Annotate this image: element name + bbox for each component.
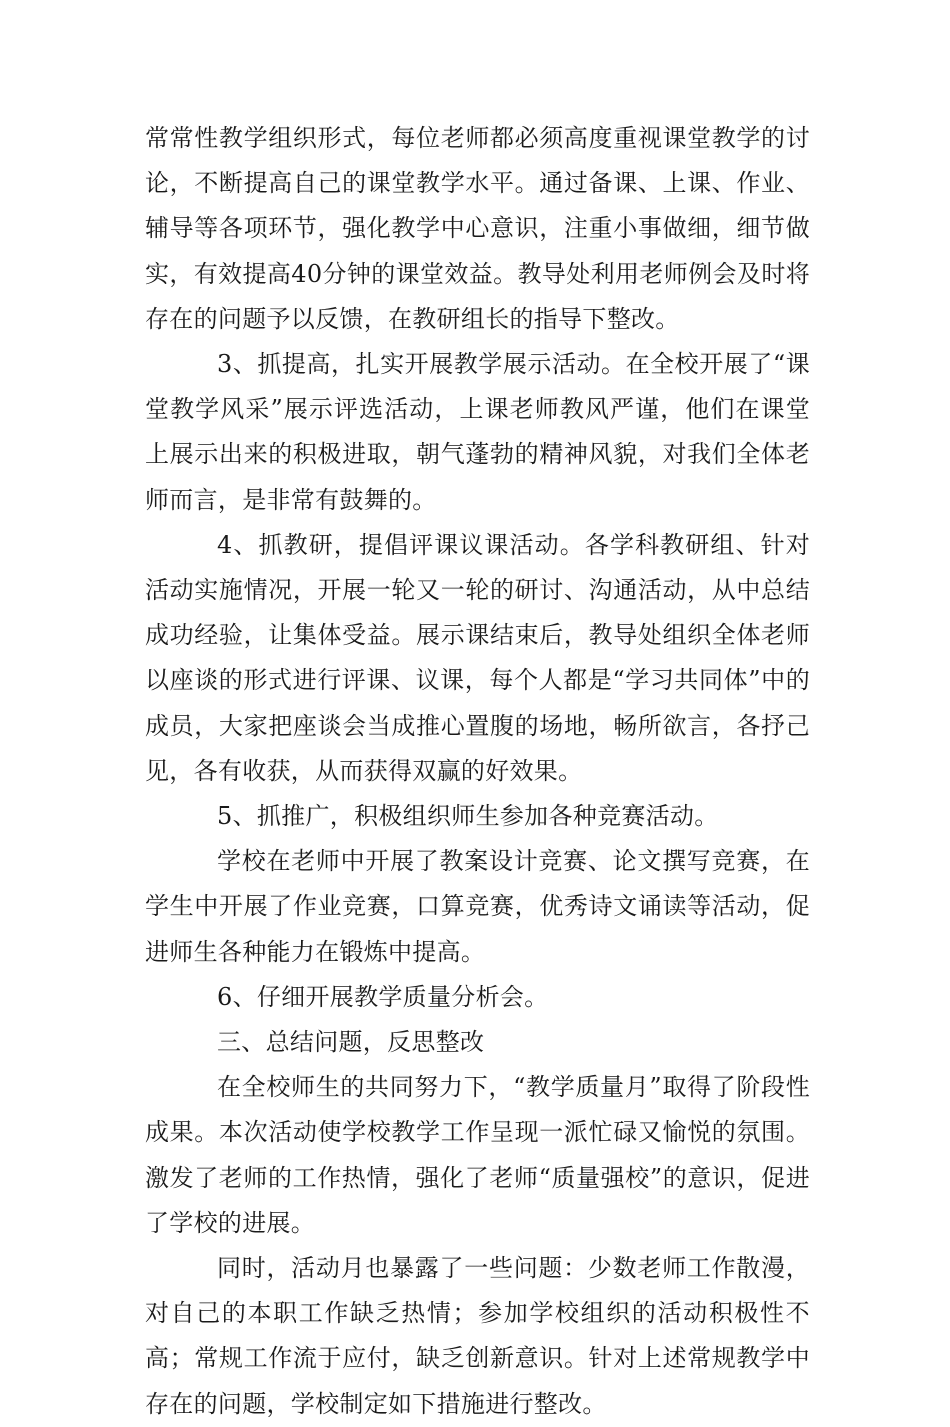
section-heading: 三、总结问题，反思整改 <box>217 1028 485 1057</box>
paragraph-8: 同时，活动月也暴露了一些问题：少数老师工作散漫，对自己的本职工作缺乏热情；参加学校组织的活动积极性不高；常规工作流于应付，缺乏创新意识。针对上述常规教学中存在的问题，学校制定如下措施进行整改。 <box>145 1254 810 1418</box>
paragraph-3: 4、抓教研，提倡评课议课活动。各学科教研组、针对活动实施情况，开展一轮又一轮的研讨、沟通活动，从中总结成功经验，让集体受益。展示课结束后，教导处组织全体老师以座谈的形式进行评课、议课，每个人都是“学习共同体”中的成员，大家把座谈会当成推心置腹的场地，畅所欲言，各抒己见，各有收获，从而获得双赢的好效果。 <box>145 530 810 785</box>
paragraph-1: 常常性教学组织形式，每位老师都必须高度重视课堂教学的讨论，不断提高自己的课堂教学水平。通过备课、上课、作业、辅导等各项环节，强化教学中心意识，注重小事做细，细节做实，有效提高40分钟的课堂效益。教导处利用老师例会及时将存在的问题予以反馈，在教研组长的指导下整改。 <box>145 124 810 333</box>
paragraph-6: 6、仔细开展教学质量分析会。 <box>217 982 549 1011</box>
paragraph-4: 5、抓推广，积极组织师生参加各种竞赛活动。 <box>217 802 719 831</box>
paragraph-7: 在全校师生的共同努力下，“教学质量月”取得了阶段性成果。本次活动使学校教学工作呈现一派忙碌又愉悦的氛围。激发了老师的工作热情，强化了老师“质量强校”的意识，促进了学校的进展。 <box>145 1073 810 1237</box>
paragraph-2: 3、抓提高，扎实开展教学展示活动。在全校开展了“课堂教学风采”展示评选活动，上课老师教风严谨，他们在课堂上展示出来的积极进取，朝气蓬勃的精神风貌，对我们全体老师而言，是非常有鼓舞的。 <box>145 350 810 514</box>
paragraph-5: 学校在老师中开展了教案设计竞赛、论文撰写竞赛，在学生中开展了作业竞赛，口算竞赛，优秀诗文诵读等活动，促进师生各种能力在锻炼中提高。 <box>145 847 810 966</box>
document-body <box>145 116 810 1427</box>
